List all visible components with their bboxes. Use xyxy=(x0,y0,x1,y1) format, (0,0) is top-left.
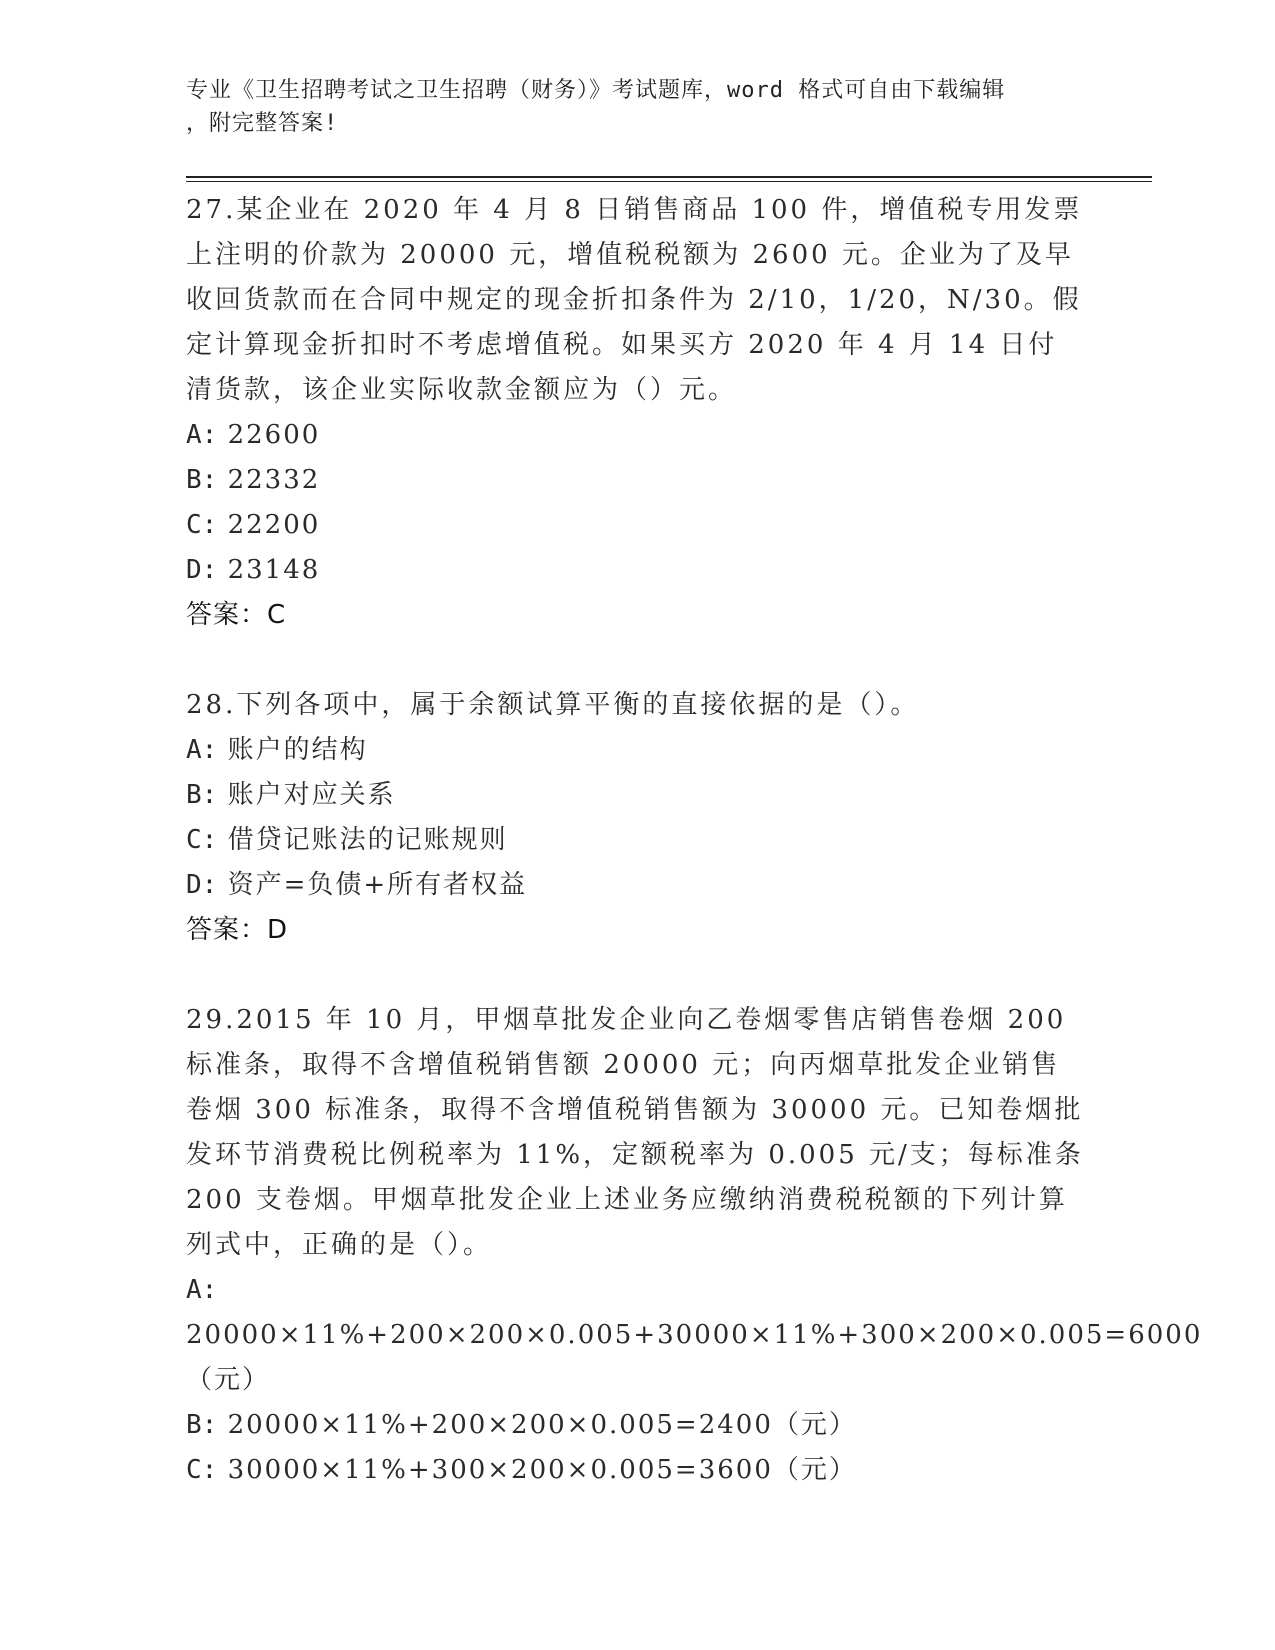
question-stem: 27.某企业在 2020 年 4 月 8 日销售商品 100 件，增值税专用发票上注明的价款为 20000 元，增值税税额为 2600 元。企业为了及早收回货款而在合同中规定的现金折扣条件为 2/10，1/20，N/30。假定计算现金折扣时不考虑增值税。如果买方 2020 年 4 月 14 日付清货款，该企业实际收款金额应为（）元。 xyxy=(186,195,1083,405)
option-letter: C: xyxy=(186,825,218,855)
option-letter: B: xyxy=(186,780,218,810)
option-text: 22200 xyxy=(227,510,321,540)
option-d xyxy=(186,863,1086,908)
option-text: 账户对应关系 xyxy=(227,780,396,810)
option-d xyxy=(186,548,1086,593)
question-list xyxy=(186,188,1203,1493)
header-line-2: ，附完整答案! xyxy=(186,111,339,136)
option-text: 20000×11%+200×200×0.005=2400（元） xyxy=(227,1410,857,1440)
answer-line: 答案：C xyxy=(186,600,287,630)
question-27 xyxy=(186,188,1086,638)
question-28 xyxy=(186,683,1086,953)
option-b xyxy=(186,1403,1086,1448)
option-text: 30000×11%+300×200×0.005=3600（元） xyxy=(227,1455,857,1485)
option-letter: D: xyxy=(186,555,218,585)
question-29 xyxy=(186,998,1203,1493)
option-text: 20000×11%+200×200×0.005+30000×11%+300×200×0.005=6000（元） xyxy=(186,1320,1203,1395)
option-letter: B: xyxy=(186,465,218,495)
option-text: 22332 xyxy=(227,465,321,495)
option-text: 账户的结构 xyxy=(227,735,368,765)
option-text: 22600 xyxy=(227,420,321,450)
header-line-1: 专业《卫生招聘考试之卫生招聘（财务）》考试题库，word 格式可自由下载编辑 xyxy=(186,78,1006,103)
option-a xyxy=(186,728,1086,773)
question-spacer xyxy=(186,638,1086,683)
option-b xyxy=(186,773,1086,818)
question-spacer xyxy=(186,953,1086,998)
option-text: 23148 xyxy=(227,555,321,585)
header-divider-thin xyxy=(186,181,1152,182)
answer-line: 答案：D xyxy=(186,915,289,945)
option-letter: A: xyxy=(186,1275,218,1305)
option-text: 借贷记账法的记账规则 xyxy=(227,825,508,855)
option-c xyxy=(186,818,1086,863)
option-a xyxy=(186,413,1086,458)
option-letter: D: xyxy=(186,870,218,900)
question-stem: 29.2015 年 10 月，甲烟草批发企业向乙卷烟零售店销售卷烟 200 标准条，取得不含增值税销售额 20000 元；向丙烟草批发企业销售卷烟 300 标准条，取得不含增值税销售额为 30000 元。已知卷烟批发环节消费税比例税率为 11%，定额税率为 0.005 元/支；每标准条 200 支卷烟。甲烟草批发企业上述业务应缴纳消费税税额的下列计算列式中，正确的是（）。 xyxy=(186,1005,1084,1260)
option-letter: B: xyxy=(186,1410,218,1440)
option-letter: C: xyxy=(186,510,218,540)
document-header xyxy=(186,74,1066,140)
question-stem: 28.下列各项中，属于余额试算平衡的直接依据的是（）。 xyxy=(186,690,920,720)
option-b xyxy=(186,458,1086,503)
option-a xyxy=(186,1268,1203,1403)
option-text: 资产=负债+所有者权益 xyxy=(227,870,528,900)
header-divider-thick xyxy=(186,176,1152,178)
option-c xyxy=(186,503,1086,548)
option-c xyxy=(186,1448,1086,1493)
option-letter: A: xyxy=(186,735,218,765)
option-letter: A: xyxy=(186,420,218,450)
option-letter: C: xyxy=(186,1455,218,1485)
